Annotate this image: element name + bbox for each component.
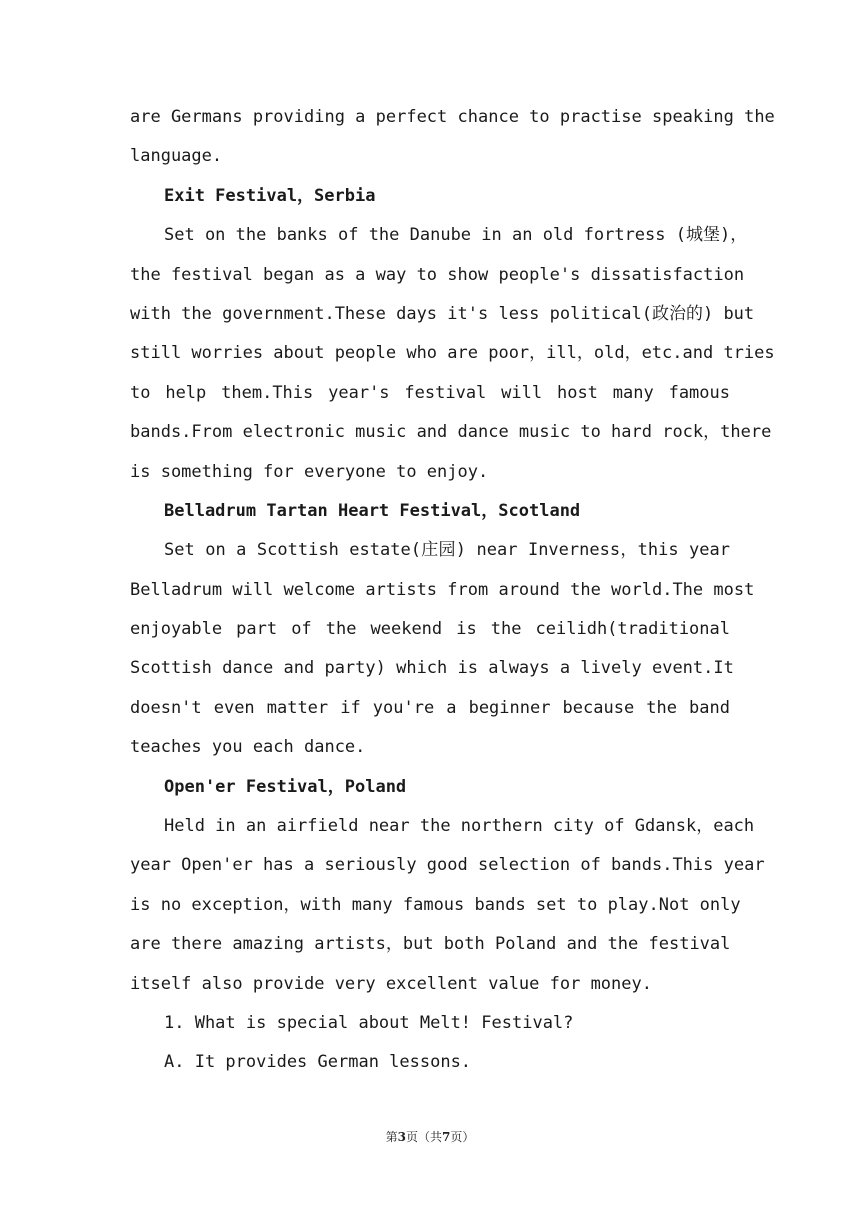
- section-heading: Exit Festival，Serbia: [164, 185, 376, 206]
- paragraph-line: Set on the banks of the Danube in an old fortress (城堡)，: [164, 225, 748, 246]
- paragraph-line: are Germans providing a perfect chance to practise speaking the: [130, 107, 775, 127]
- paragraph-line: doesn't even matter if you're a beginner because the band: [130, 697, 730, 718]
- paragraph-line: year Open'er has a seriously good selection of bands.This year: [130, 855, 765, 876]
- section-heading: Belladrum Tartan Heart Festival，Scotland: [164, 500, 581, 521]
- paragraph-line: Set on a Scottish estate(庄园) near Inverness，this year: [164, 540, 730, 561]
- footer-page-number: 3: [397, 1130, 406, 1144]
- paragraph-line: teaches you each dance.: [130, 737, 366, 758]
- paragraph-line: itself also provide very excellent value for money.: [130, 973, 652, 994]
- paragraph-line: Scottish dance and party) which is always a lively event.It: [130, 658, 734, 679]
- paragraph-line: Belladrum will welcome artists from around the world.The most: [130, 579, 755, 600]
- paragraph-line: to help them.This year's festival will host many famous: [130, 382, 730, 403]
- paragraph-line: 1. What is special about Melt! Festival?: [164, 1012, 574, 1033]
- footer-prefix: 第: [385, 1130, 398, 1144]
- section-heading: Open'er Festival，Poland: [164, 776, 407, 797]
- paragraph-line: enjoyable part of the weekend is the ceilidh(traditional: [130, 619, 730, 640]
- paragraph-line: are there amazing artists，but both Poland and the festival: [130, 934, 731, 955]
- paragraph-line: language.: [130, 146, 223, 167]
- paragraph-line: Held in an airfield near the northern city of Gdansk，each: [164, 816, 755, 837]
- paragraph-line: the festival began as a way to show people's dissatisfaction: [130, 264, 745, 285]
- footer-middle: 页（共: [405, 1130, 442, 1144]
- paragraph-line: is no exception，with many famous bands set to play.Not only: [130, 894, 741, 915]
- paragraph-line: with the government.These days it's less political(政治的) but: [130, 303, 755, 324]
- paragraph-line: bands.From electronic music and dance music to hard rock，there: [130, 422, 772, 443]
- paragraph-line: is something for everyone to enjoy.: [130, 461, 489, 482]
- footer-suffix: 页）: [450, 1130, 475, 1144]
- document-body: [130, 98, 775, 1083]
- paragraph-line: still worries about people who are poor，ill，old，etc.and tries: [130, 343, 775, 364]
- paragraph-line: A. It provides German lessons.: [164, 1052, 472, 1073]
- footer-total-pages: 7: [442, 1130, 451, 1144]
- page-footer: [0, 1128, 860, 1145]
